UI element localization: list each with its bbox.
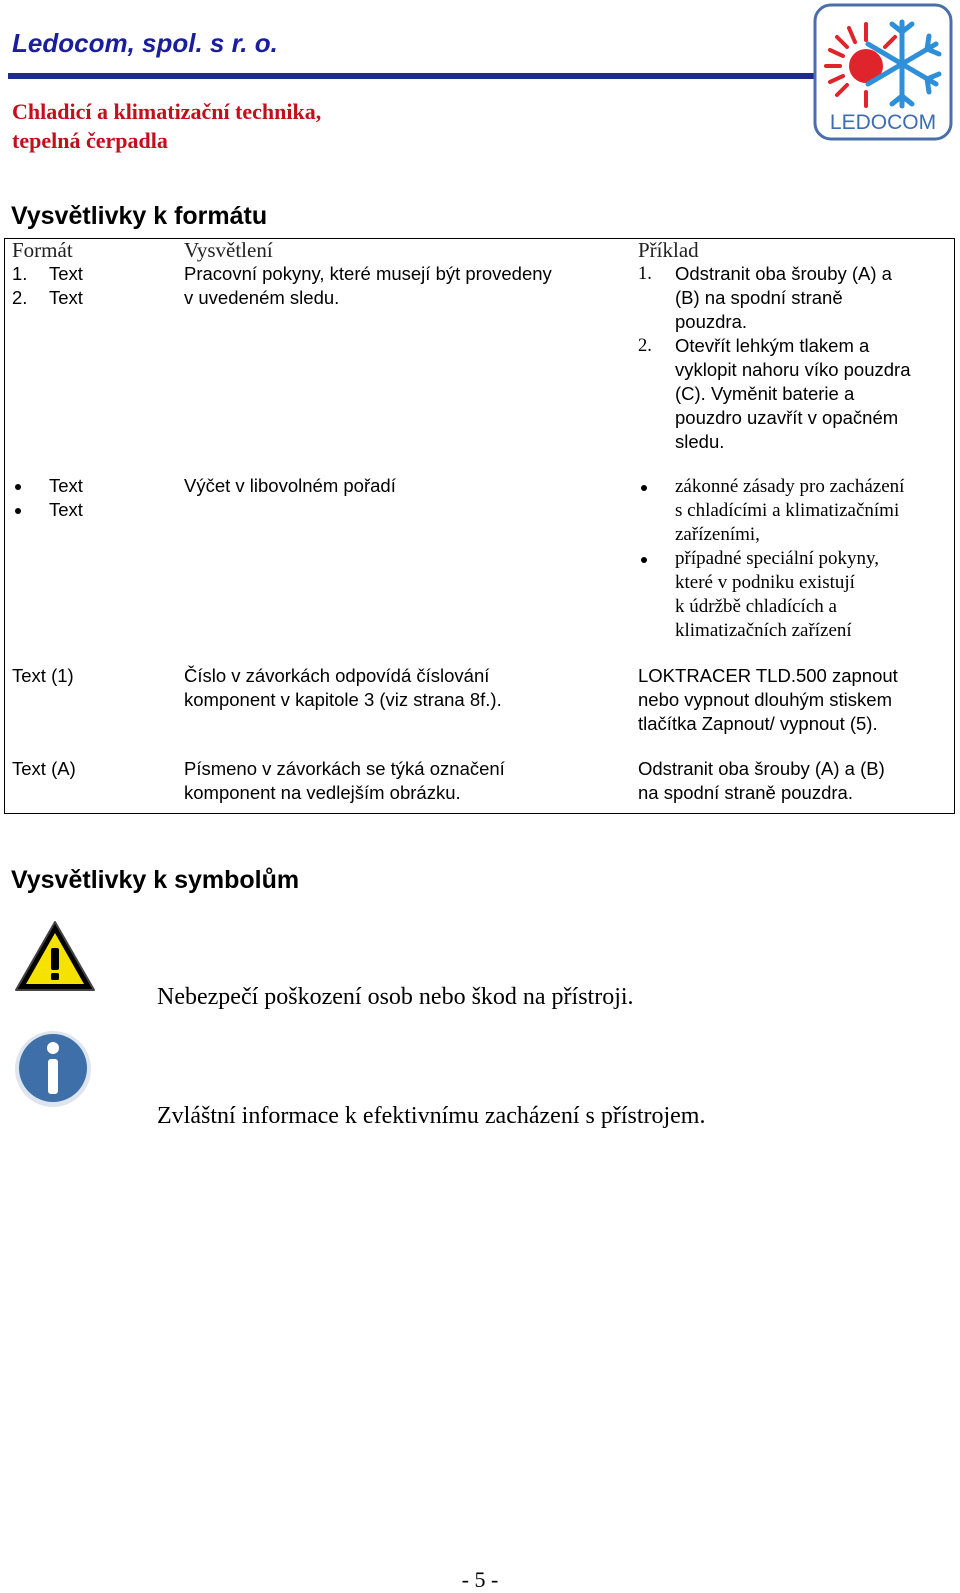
list-item: případné speciální pokyny, které v podniku existují k údržbě chladících a klimatizačních zařízení (638, 547, 904, 643)
table-row-number-ref-explanation: Číslo v závorkách odpovídá číslování komponent v kapitole 3 (viz strana 8f.). (184, 665, 502, 710)
table-row-number-ref-format: Text (1) (12, 665, 74, 686)
table-row-numbered-format (12, 262, 83, 310)
ledocom-logo (812, 2, 954, 144)
table-row-bullets-format (12, 474, 83, 522)
list-item: zákonné zásady pro zacházení s chladícími a klimatizačními zařízeními, (638, 475, 904, 547)
list-item: 1. Text (12, 263, 83, 284)
table-row-letter-ref-example: Odstranit oba šrouby (A) a (B) na spodní straně pouzdra. (638, 758, 885, 803)
warning-text: Nebezpečí poškození osob nebo škod na přístroji. (157, 984, 634, 1010)
table-row-bullets-explanation: Výčet v libovolném pořadí (184, 475, 396, 496)
table-row-letter-ref-format: Text (A) (12, 758, 76, 779)
column-header-example: Příklad (638, 238, 699, 262)
format-section-heading: Vysvětlivky k formátu (11, 202, 268, 230)
list-item: 2. Text (12, 287, 83, 308)
list-item: Text (12, 474, 83, 498)
table-row-letter-ref-explanation: Písmeno v závorkách se týká označení komponent na vedlejším obrázku. (184, 758, 505, 803)
company-subtitle-line1: Chladicí a klimatizační technika, (12, 99, 322, 124)
info-circle-icon (12, 1028, 96, 1112)
list-item: 1. Odstranit oba šrouby (A) a (B) na spodní straně pouzdra. (638, 263, 892, 332)
table-row-numbered-example (638, 262, 911, 454)
list-item: 2. Otevřít lehkým tlakem a vyklopit nahoru víko pouzdra (C). Vyměnit baterie a pouzdro uzavřít v opačném sledu. (638, 335, 911, 452)
symbols-section-heading: Vysvětlivky k symbolům (11, 866, 300, 894)
company-subtitle-line2: tepelná čerpadla (12, 128, 168, 153)
table-row-bullets-example (638, 475, 904, 643)
list-item: Text (12, 498, 83, 522)
table-row-numbered-explanation: Pracovní pokyny, které musejí být provedeny v uvedeném sledu. (184, 263, 552, 308)
info-text: Zvláštní informace k efektivnímu zacházení s přístrojem. (157, 1103, 706, 1129)
page-number: - 5 - (461, 1567, 499, 1592)
company-name: Ledocom, spol. s r. o. (12, 28, 278, 58)
column-header-format: Formát (12, 238, 73, 262)
format-table (4, 238, 955, 814)
column-header-explanation: Vysvětlení (184, 238, 273, 262)
warning-triangle-icon (12, 918, 98, 996)
logo-wordmark: LEDOCOM (829, 111, 937, 134)
header-rule (8, 73, 814, 79)
table-row-number-ref-example: LOKTRACER TLD.500 zapnout nebo vypnout dlouhým stiskem tlačítka Zapnout/ vypnout (5). (638, 665, 898, 734)
